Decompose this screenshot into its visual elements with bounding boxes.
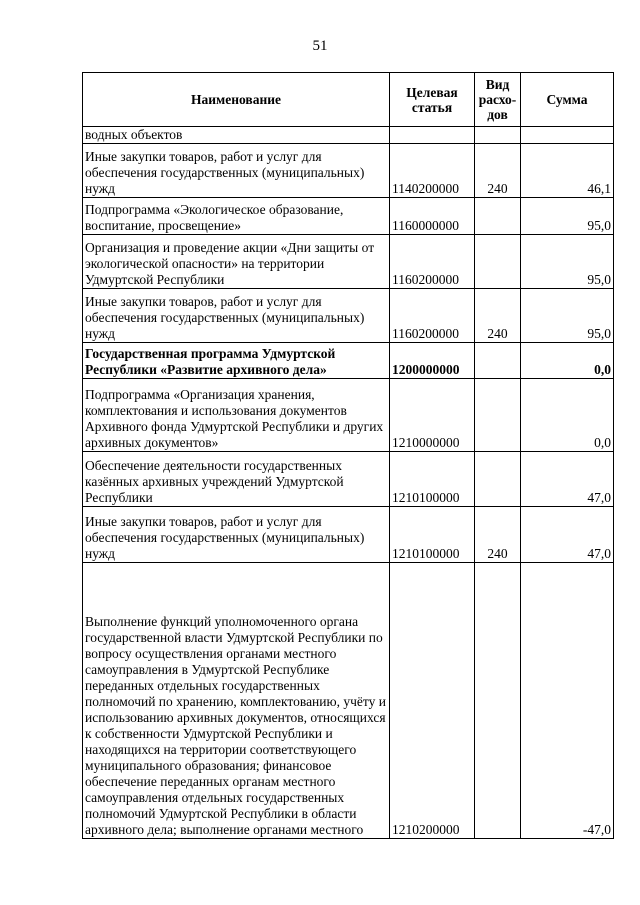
table-row <box>83 144 614 198</box>
cell-sum <box>521 127 614 144</box>
cell-name: Иные закупки товаров, работ и услуг для обеспечения государственных (муниципальных) нужд <box>83 144 390 198</box>
header-article: Целевая статья <box>390 73 475 127</box>
table-row <box>83 563 614 839</box>
table-row <box>83 343 614 379</box>
header-name: Наименование <box>83 73 390 127</box>
cell-sum: -47,0 <box>521 563 614 839</box>
cell-vid <box>475 563 521 839</box>
cell-article: 1210000000 <box>390 379 475 452</box>
cell-vid <box>475 343 521 379</box>
cell-vid <box>475 379 521 452</box>
cell-sum: 95,0 <box>521 235 614 289</box>
table-row <box>83 452 614 507</box>
cell-name: водных объектов <box>83 127 390 144</box>
cell-sum: 0,0 <box>521 379 614 452</box>
cell-vid: 240 <box>475 289 521 343</box>
cell-article: 1160200000 <box>390 235 475 289</box>
cell-sum: 0,0 <box>521 343 614 379</box>
table-body <box>83 127 614 839</box>
table-row <box>83 379 614 452</box>
cell-article: 1210100000 <box>390 507 475 563</box>
cell-name: Подпрограмма «Организация хранения, комплектования и использования документов Архивного фонда Удмуртской Республики и других архивных документов» <box>83 379 390 452</box>
cell-article: 1160000000 <box>390 198 475 235</box>
cell-article: 1210100000 <box>390 452 475 507</box>
cell-sum: 95,0 <box>521 289 614 343</box>
cell-sum: 47,0 <box>521 507 614 563</box>
cell-article: 1210200000 <box>390 563 475 839</box>
header-vid: Вид расхо-дов <box>475 73 521 127</box>
table-row <box>83 235 614 289</box>
cell-article <box>390 127 475 144</box>
cell-vid: 240 <box>475 144 521 198</box>
cell-sum: 95,0 <box>521 198 614 235</box>
cell-article: 1140200000 <box>390 144 475 198</box>
cell-sum: 47,0 <box>521 452 614 507</box>
cell-name: Обеспечение деятельности государственных казённых архивных учреждений Удмуртской Республики <box>83 452 390 507</box>
cell-name: Иные закупки товаров, работ и услуг для обеспечения государственных (муниципальных) нужд <box>83 289 390 343</box>
cell-name: Государственная программа Удмуртской Республики «Развитие архивного дела» <box>83 343 390 379</box>
table-header <box>83 73 614 127</box>
cell-vid <box>475 452 521 507</box>
table-row <box>83 127 614 144</box>
cell-name: Организация и проведение акции «Дни защиты от экологической опасности» на территории Удмуртской Республики <box>83 235 390 289</box>
table-row <box>83 507 614 563</box>
table-row <box>83 198 614 235</box>
cell-vid <box>475 127 521 144</box>
cell-sum: 46,1 <box>521 144 614 198</box>
page-number: 51 <box>312 38 328 54</box>
cell-vid: 240 <box>475 507 521 563</box>
cell-article: 1160200000 <box>390 289 475 343</box>
cell-vid <box>475 235 521 289</box>
cell-name: Иные закупки товаров, работ и услуг для обеспечения государственных (муниципальных) нужд <box>83 507 390 563</box>
budget-table <box>82 72 614 839</box>
cell-vid <box>475 198 521 235</box>
cell-name: Выполнение функций уполномоченного органа государственной власти Удмуртской Республики по вопросу осуществления органами местного самоуправления в Удмуртской Республике переданных отдельных государственных полномочий по хранению, комплектованию, учёту и использованию архивных документов, относящихся к собственности Удмуртской Республики и находящихся на территории соответствующего муниципального образования; финансовое обеспечение переданных органам местного самоуправления отдельных государственных полномочий Удмуртской Республики в области архивного дела; выполнение органами местного <box>83 563 390 839</box>
table-row <box>83 289 614 343</box>
cell-name: Подпрограмма «Экологическое образование, воспитание, просвещение» <box>83 198 390 235</box>
header-sum: Сумма <box>521 73 614 127</box>
cell-article: 1200000000 <box>390 343 475 379</box>
